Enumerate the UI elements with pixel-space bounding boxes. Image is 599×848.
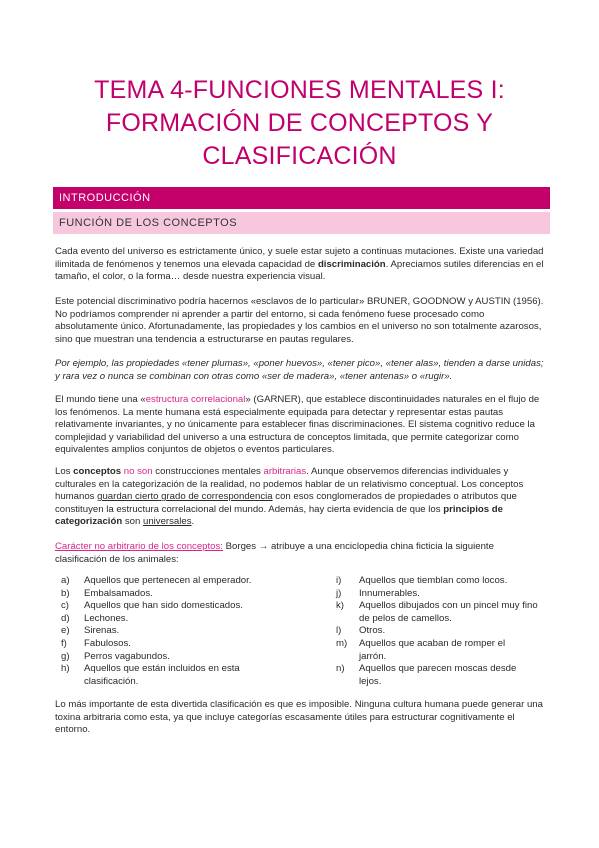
list-item <box>330 638 524 663</box>
list-text: Aquellos que pertenecen al emperador. <box>84 575 252 586</box>
list-right <box>330 575 540 688</box>
list-item <box>330 588 540 601</box>
text: . <box>191 516 195 528</box>
list-text: Aquellos que acaban de romper el jarrón. <box>359 637 506 662</box>
list-marker: j) <box>336 587 342 599</box>
list-marker: f) <box>61 637 67 649</box>
list-marker: m) <box>336 637 348 649</box>
highlight-term: no son <box>121 466 153 477</box>
underlined-term: guardan cierto grado de correspondencia <box>97 491 273 503</box>
list-item <box>330 575 540 588</box>
paragraph: Lo más importante de esta divertida clasificación es que es imposible. Ninguna cultura humana puede generar una toxina arbitraria como esta, ya que incluye categorías escasamente útiles para estructurar cognitivamente el entorno. <box>55 699 543 736</box>
list-marker: d) <box>61 612 70 624</box>
bold-term: principios de categorización <box>55 503 503 528</box>
list-text: Embalsamados. <box>84 587 153 599</box>
list-text: Aquellos que parecen moscas desde lejos. <box>359 663 517 687</box>
list-marker: a) <box>61 575 70 586</box>
text: Borges → atribuye a una enciclopedia china ficticia la siguiente clasificación de los animales: <box>55 541 494 565</box>
list-text: Lechones. <box>84 612 129 624</box>
list-text: Aquellos que tiemblan como locos. <box>359 575 508 586</box>
list-item <box>55 588 300 601</box>
list-marker: b) <box>61 587 70 599</box>
paragraph <box>55 541 547 566</box>
list-marker: h) <box>61 663 70 675</box>
paragraph: Este potencial discriminativo podría hacernos «esclavos de lo particular» BRUNER, GOODNOW y AUSTIN (1956). No podríamos comprender ni aprender a partir del entorno, si cada fenómeno fuese procesado como absolutamente único. Afortunadamente, las propiedades y los cambios en el universo no son totalmente azarosos, sino que muestran una tendencia a estructurarse en pautas regulares. <box>55 296 544 345</box>
section-heading: INTRODUCCIÓN <box>53 187 550 209</box>
list-text: Aquellos que están incluidos en esta clasificación. <box>84 663 240 687</box>
list-text: Innumerables. <box>359 587 420 599</box>
highlight-term: Carácter no arbitrario de los conceptos: <box>55 541 223 552</box>
list-text: Fabulosos. <box>84 637 131 649</box>
document-title <box>40 74 559 173</box>
list-item <box>55 638 300 651</box>
example-paragraph: Por ejemplo, las propiedades «tener plumas», «poner huevos», «tener pico», «tener alas», tienden a darse unidas; y rara vez o nunca se combinan con otras como «ser de madera», «tener antenas» o «rugir». <box>55 358 544 382</box>
paragraph <box>55 394 547 457</box>
text: El mundo tiene una « <box>55 394 146 405</box>
list-left <box>55 575 300 688</box>
title-line: CLASIFICACIÓN <box>202 142 397 170</box>
list-item <box>55 600 300 613</box>
list-item <box>330 663 534 688</box>
paragraph <box>55 246 547 284</box>
list-marker: k) <box>336 600 344 612</box>
list-item <box>55 625 300 638</box>
list-marker: e) <box>61 625 70 637</box>
text: . Aunque observemos diferencias individuales y culturales en la categorización de la realidad, no podemos hablar de un relativismo conceptual. Los conceptos humanos <box>55 466 524 503</box>
title-line: TEMA 4-FUNCIONES MENTALES I: <box>94 76 505 104</box>
subsection-heading: FUNCIÓN DE LOS CONCEPTOS <box>53 212 550 234</box>
text: » (GARNER), que establece discontinuidades naturales en el flujo de los fenómenos. La mente humana está especialmente equipada para detectar y representar estas pautas relativamente invariantes, y no únicamente para establecer finas discriminaciones. El sistema cognitivo reduce la complejidad y variabilidad del universo a una estructura de conceptos limitada, que permite categorizar como equivalentes amplios conjuntos de objetos o eventos particulares. <box>55 394 540 456</box>
list-item <box>55 613 300 626</box>
text: construcciones mentales <box>152 466 264 477</box>
bold-term: discriminación <box>317 258 386 270</box>
text: Cada evento del universo es estrictamente único, y suele estar sujeto a continuas mutaciones. Existe una variedad ilimitada de fenómenos y tenemos una elevada capacidad de <box>55 246 544 270</box>
list-marker: n) <box>336 663 345 675</box>
highlight-term: arbitrarias <box>263 466 307 477</box>
list-text: Otros. <box>359 625 386 637</box>
text: con esos conglomerados de propiedades o atributos que constituyen la estructura correlacional del mundo. Además, hay cierta evidencia de que los <box>55 491 517 515</box>
list-text: Aquellos que han sido domesticados. <box>84 600 243 612</box>
list-text: Aquellos dibujados con un pincel muy fino de pelos de camellos. <box>359 600 538 624</box>
list-marker: l) <box>336 625 342 637</box>
text: Los <box>55 466 74 477</box>
list-marker: c) <box>61 600 69 612</box>
list-item <box>55 663 274 688</box>
list-marker: g) <box>61 650 70 662</box>
list-text: Perros vagabundos. <box>84 650 170 662</box>
list-item <box>330 625 540 638</box>
list-item <box>330 600 540 625</box>
list-item <box>55 651 300 664</box>
text: . Apreciamos sutiles diferencias en el tamaño, el color, o la forma… desde nuestra experiencia visual. <box>55 258 544 283</box>
text: son <box>122 516 143 528</box>
bold-term: conceptos <box>73 466 122 477</box>
list-item <box>55 575 300 588</box>
paragraph <box>55 466 547 529</box>
underlined-term: universales <box>143 516 192 528</box>
list-text: Sirenas. <box>84 625 120 637</box>
title-line: FORMACIÓN DE CONCEPTOS Y <box>105 109 494 137</box>
highlight-term: estructura correlacional <box>145 394 246 405</box>
list-marker: i) <box>336 575 342 586</box>
